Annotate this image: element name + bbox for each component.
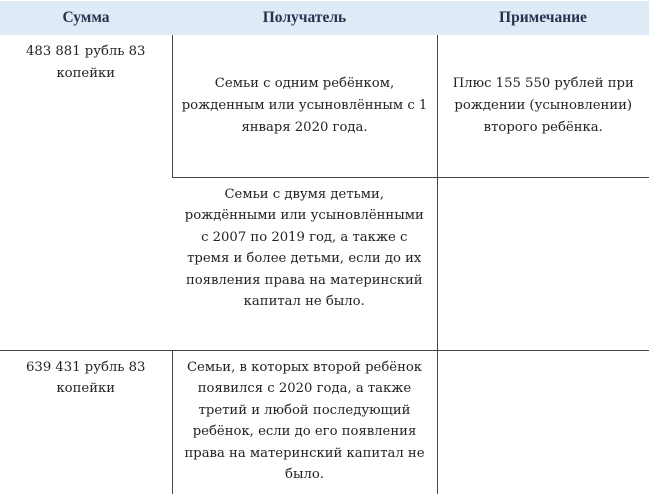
note-cell	[437, 350, 649, 494]
recipient-cell: Семьи, в которых второй ребёнок появился с 2020 года, а также третий и любой последующий ребёнок, если до его появления права на материнский капитал не было.	[172, 350, 437, 494]
table-row	[0, 35, 649, 177]
note-cell	[437, 177, 649, 350]
recipient-cell: Семьи с двумя детьми, рождёнными или усыновлёнными с 2007 по 2019 год, а также с тремя и более детьми, если до их появления права на материнский капитал не было.	[172, 177, 437, 350]
amount-cell: 483 881 рубль 83 копейки	[0, 35, 172, 350]
header-amount: Сумма	[0, 1, 172, 36]
table-header-row	[0, 1, 649, 36]
table-row	[0, 350, 649, 494]
header-note: Примечание	[437, 1, 649, 36]
recipient-cell: Семьи с одним ребёнком, рожденным или усыновлённым с 1 января 2020 года.	[172, 35, 437, 177]
amount-cell: 639 431 рубль 83 копейки	[26, 359, 146, 397]
header-recipient: Получатель	[172, 1, 437, 36]
note-cell: Плюс 155 550 рублей при рождении (усыновлении) второго ребёнка.	[437, 35, 649, 177]
